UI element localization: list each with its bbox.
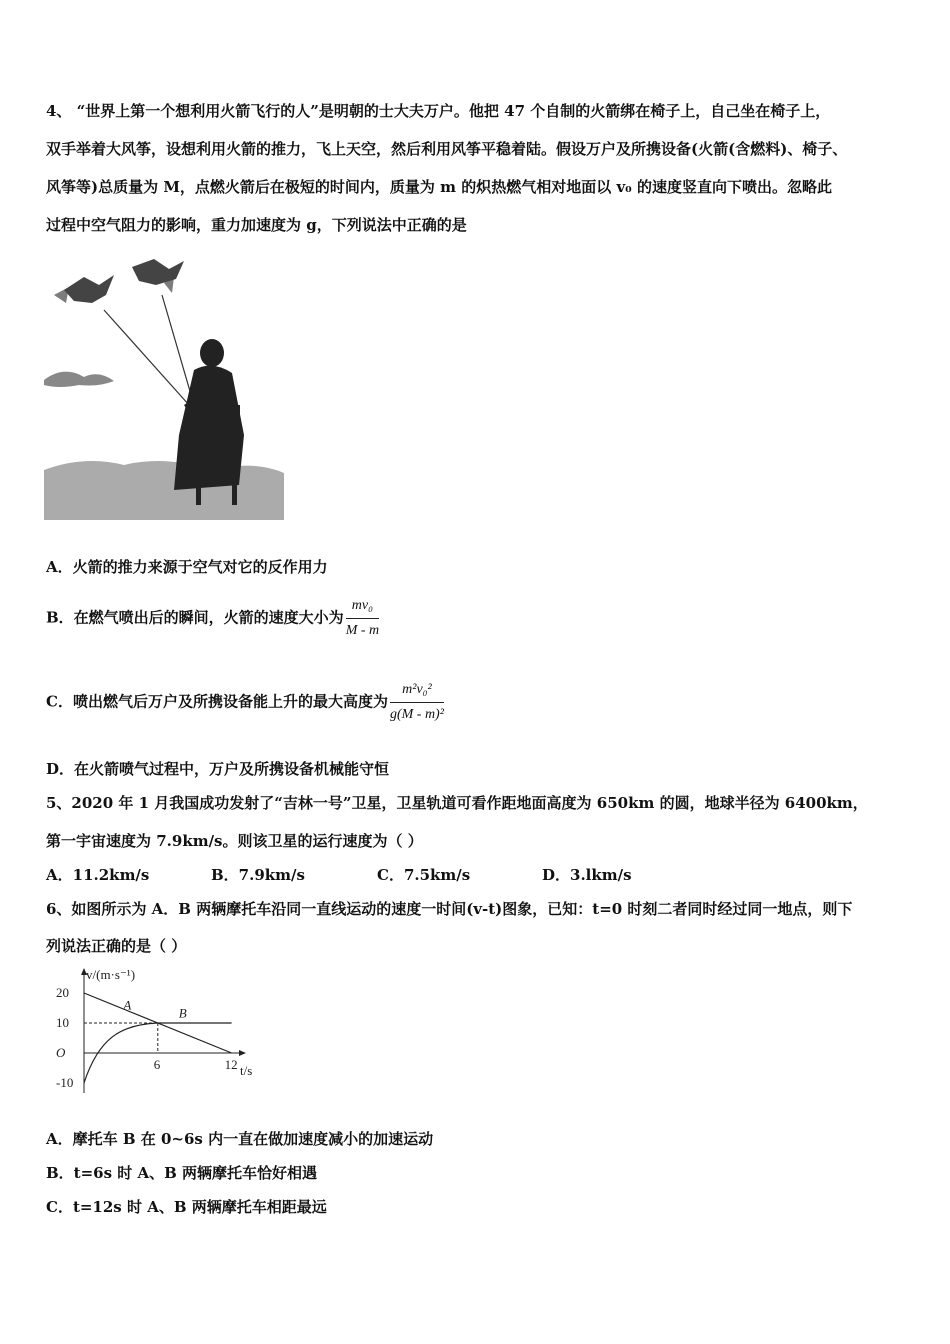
q4-option-a: A．火箭的推力来源于空气对它的反作用力 (46, 558, 328, 576)
x-tick-label: 12 (224, 1057, 238, 1072)
q4-option-b (46, 596, 379, 641)
q4-option-c-fraction (390, 680, 444, 725)
q4-stem-line-3: 风筝等)总质量为 M，点燃火箭后在极短的时间内，质量为 m 的炽热燃气相对地面以 v₀ 的速度竖直向下喷出。忽略此 (46, 178, 832, 196)
x-axis-arrow (239, 1050, 246, 1056)
q4-option-b-numerator: mv₀ (346, 596, 379, 619)
q6-option-a: A．摩托车 B 在 0~6s 内一直在做加速度减小的加速运动 (46, 1130, 434, 1148)
q4-stem-line-2: 双手举着大风筝，设想利用火箭的推力，飞上天空，然后利用风筝平稳着陆。假设万户及所携设备(火箭(含燃料)、椅子、 (46, 140, 848, 158)
y-tick-label: 10 (56, 1015, 69, 1030)
q5-option-c: C．7.5km/s (377, 866, 471, 884)
series-b-label: B (178, 1005, 187, 1021)
chart-ylabel: v/(m·s⁻¹) (86, 967, 136, 982)
kite-string-left (104, 310, 189, 405)
y-tick-label: 20 (56, 985, 69, 1000)
kite-string-right (162, 295, 194, 405)
wanhu-illustration (44, 255, 284, 520)
q6-option-b: B．t=6s 时 A、B 两辆摩托车恰好相遇 (46, 1164, 318, 1182)
wanhu-figure (174, 339, 244, 505)
q6-option-c: C．t=12s 时 A、B 两辆摩托车相距最远 (46, 1198, 327, 1216)
q5-option-d: D．3.lkm/s (542, 866, 632, 884)
q5-option-b: B．7.9km/s (211, 866, 305, 884)
x-tick-label: 6 (153, 1057, 161, 1072)
q4-option-c-numerator: m²v₀² (390, 680, 444, 703)
q4-option-d: D．在火箭喷气过程中，万户及所携设备机械能守恒 (46, 760, 390, 778)
kite-right (132, 259, 184, 293)
chart-xlabel: t/s (240, 1063, 253, 1078)
q4-stem-line-1: 4、 “世界上第一个想利用火箭飞行的人”是明朝的士大夫万户。他把 47 个自制的火箭绑在椅子上，自己坐在椅子上， (46, 102, 831, 120)
q4-option-c (46, 680, 444, 725)
q6-stem-line-2: 列说法正确的是（ ） (46, 937, 187, 955)
y-tick-label: O (56, 1045, 66, 1060)
q4-option-b-text: B．在燃气喷出后的瞬间，火箭的速度大小为 (46, 608, 344, 627)
q4-stem-line-4: 过程中空气阻力的影响，重力加速度为 g，下列说法中正确的是 (46, 216, 467, 234)
q4-option-c-denominator: g(M - m)² (389, 707, 444, 722)
kite-left (54, 275, 114, 303)
q5-options (46, 865, 906, 885)
vt-chart (54, 965, 284, 1100)
q5-stem-line-1: 5、2020 年 1 月我国成功发射了“吉林一号”卫星，卫星轨道可看作距地面高度为 650km 的圆，地球半径为 6400km， (46, 794, 868, 812)
q6-stem-line-1: 6、如图所示为 A．B 两辆摩托车沿同一直线运动的速度一时间(v-t)图象，已知：t=0 时刻二者同时经过同一地点，则下 (46, 900, 853, 918)
q5-option-a: A．11.2km/s (46, 866, 150, 884)
series-a-label: A (123, 997, 132, 1013)
q4-option-b-denominator: M - m (345, 623, 380, 638)
q5-stem-line-2: 第一宇宙速度为 7.9km/s。则该卫星的运行速度为（ ） (46, 832, 423, 850)
y-tick-label: -10 (56, 1075, 74, 1090)
q4-option-b-fraction (346, 596, 379, 641)
q4-option-c-text: C．喷出燃气后万户及所携设备能上升的最大高度为 (46, 692, 388, 711)
